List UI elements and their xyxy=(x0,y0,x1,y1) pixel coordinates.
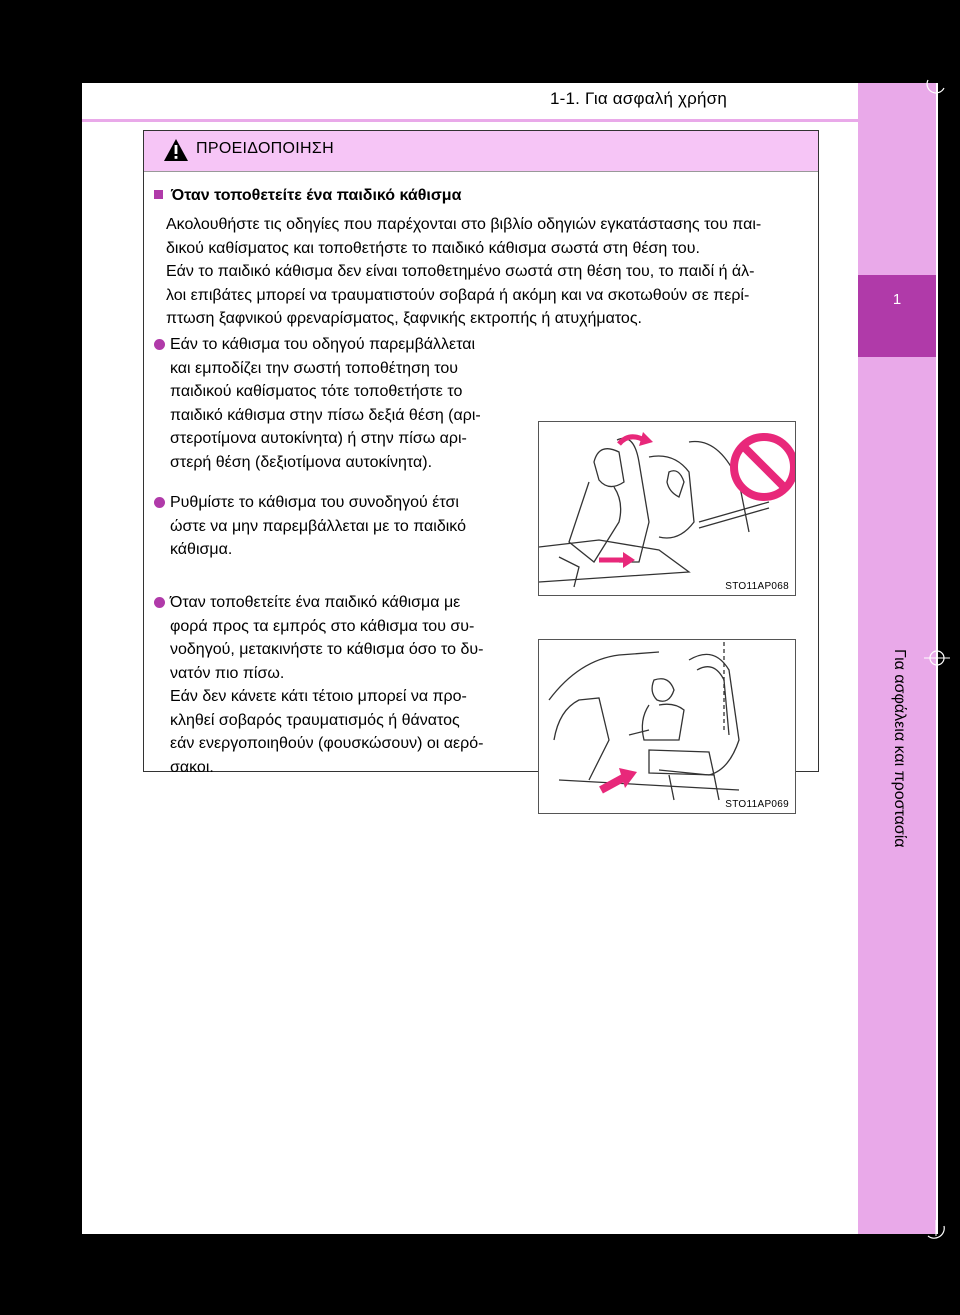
warning-triangle-icon xyxy=(163,138,189,162)
prohibited-sign-icon xyxy=(734,437,794,497)
bullet-line: φορά προς τα εμπρός στο κάθισμα του συ- xyxy=(170,617,475,635)
registration-mark-icon xyxy=(924,645,950,671)
bullet-line: Εάν δεν κάνετε κάτι τέτοιο μπορεί να προ- xyxy=(170,688,467,705)
passenger-seat-illustration xyxy=(539,640,795,813)
figure-seat-interference xyxy=(538,421,796,596)
section-header: 1-1. Για ασφαλή χρήση xyxy=(550,89,728,108)
bullet-line: στεροτίμονα αυτοκίνητα) ή στην πίσω αρι- xyxy=(170,430,467,447)
arrow-icon xyxy=(601,778,623,790)
figure-passenger-seat xyxy=(538,639,796,814)
chapter-number-block xyxy=(858,275,936,357)
intro-line: λοι επιβάτες μπορεί να τραυματιστούν σοβαρά ή ακόμη και να σκοτωθούν σε περί- xyxy=(166,286,750,304)
bullet-line: νατόν πιο πίσω. xyxy=(170,664,285,682)
arrow-head-icon xyxy=(639,432,653,446)
warning-box xyxy=(143,130,819,810)
warning-heading: ΠΡΟΕΙΔΟΠΟΙΗΣΗ xyxy=(196,140,334,157)
intro-line: Εάν το παιδικό κάθισμα δεν είναι τοποθετημένο σωστά στη θέση του, το παιδί ή άλ- xyxy=(166,263,755,280)
bullet-line: σακοι. xyxy=(170,758,214,776)
intro-paragraph xyxy=(166,213,814,331)
bullet-line: Εάν το κάθισμα του οδηγού παρεμβάλλεται xyxy=(170,336,476,353)
round-bullet-icon xyxy=(154,597,165,608)
bullet-line: κάθισμα. xyxy=(170,541,233,558)
figure-code: STO11AP069 xyxy=(725,799,789,810)
registration-mark-icon xyxy=(926,78,946,98)
bullet-line: ώστε να μην παρεμβάλλεται με το παιδικό xyxy=(170,517,466,535)
header-rule xyxy=(82,119,858,122)
bullet-line: Ρυθμίστε το κάθισμα του συνοδηγού έτσι xyxy=(170,494,459,511)
seat-interference-illustration xyxy=(539,422,795,595)
intro-line: Ακολουθήστε τις οδηγίες που παρέχονται στο βιβλίο οδηγιών εγκατάστασης του παι- xyxy=(166,216,762,233)
chapter-title: Για ασφάλεια και προστασία xyxy=(891,649,908,848)
registration-mark-icon xyxy=(924,1216,948,1240)
intro-line: πτωση ξαφνικού φρεναρίσματος, ξαφνικής εκτροπής ή ατυχήματος. xyxy=(166,310,642,327)
bullet-line: και εμποδίζει την σωστή τοποθέτηση του xyxy=(170,359,459,377)
bullet-line: κληθεί σοβαρός τραυματισμός ή θάνατος xyxy=(170,711,460,729)
intro-line: δικού καθίσματος και τοποθετήστε το παιδικό κάθισμα σωστά στη θέση του. xyxy=(166,239,700,257)
bullet-item xyxy=(154,491,524,562)
manual-page xyxy=(82,83,938,1234)
chapter-number: 1 xyxy=(892,291,902,308)
bullet-line: εάν ενεργοποιηθούν (φουσκώσουν) οι αερό- xyxy=(170,735,484,752)
bullet-line: Όταν τοποθετείτε ένα παιδικό κάθισμα με xyxy=(170,594,461,611)
figure-code: STO11AP068 xyxy=(725,581,789,592)
warning-subheading: Όταν τοποθετείτε ένα παιδικό κάθισμα xyxy=(154,187,461,205)
bullet-line: νοδηγού, μετακινήστε το κάθισμα όσο το δυ- xyxy=(170,641,484,658)
bullet-line: στερή θέση (δεξιοτίμονα αυτοκίνητα). xyxy=(170,453,433,471)
round-bullet-icon xyxy=(154,339,165,350)
bullet-line: παιδικού καθίσματος τότε τοποθετήστε το xyxy=(170,383,463,400)
bullet-line: παιδικό κάθισμα στην πίσω δεξιά θέση (αρι- xyxy=(170,406,481,424)
bullet-item xyxy=(154,333,524,474)
round-bullet-icon xyxy=(154,497,165,508)
square-bullet-icon xyxy=(154,190,163,199)
warning-header xyxy=(144,131,818,172)
bullet-item xyxy=(154,591,524,779)
arrow-head-icon xyxy=(623,552,635,568)
